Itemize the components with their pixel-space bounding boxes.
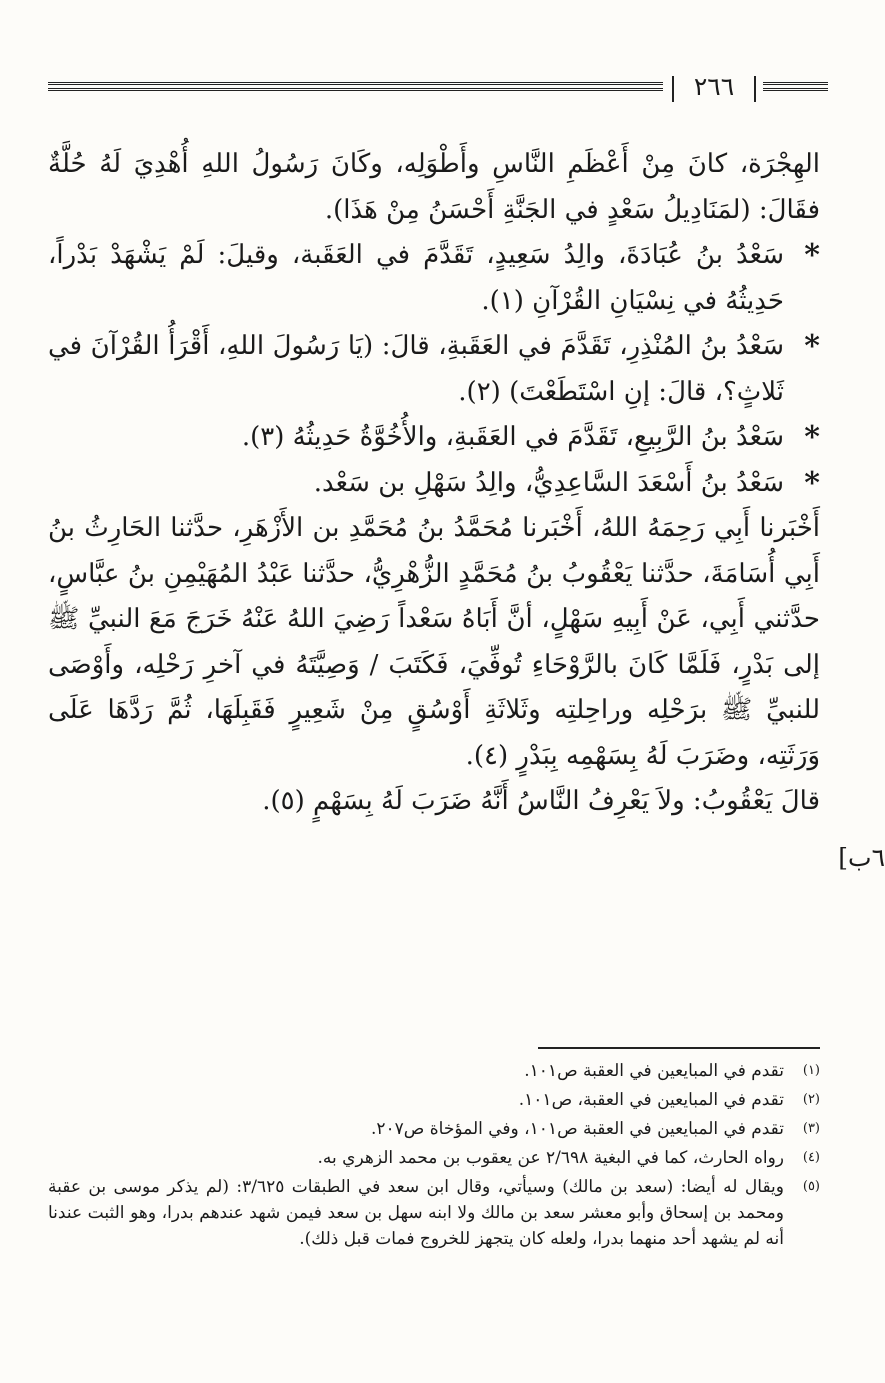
footnote	[48, 1058, 820, 1084]
footnote-text: تقدم في المبايعين في العقبة ص١٠١.	[524, 1061, 784, 1081]
asterisk-bullet: *	[804, 329, 820, 364]
paragraph-yaqub: قالَ يَعْقُوبُ: ولاَ يَعْرِفُ النَّاسُ أَنَّهُ ضَرَبَ لَهُ بِسَهْمٍ (٥).	[262, 786, 820, 816]
paragraph-hijra: الهِجْرَة، كانَ مِنْ أَعْظَمِ النَّاسِ وأَطْوَلِه، وكَانَ رَسُولُ اللهِ أُهْدِيَ لَهُ حُلَّةٌ فقَالَ: (لمَنَادِيلُ سَعْدٍ في الجَنَّةِ أَحْسَنُ مِنْ هَذَا).	[48, 149, 820, 225]
asterisk-bullet: *	[804, 465, 820, 501]
entry-text: سَعْدُ بنُ الرَّبِيعِ، تَقَدَّمَ في العَقَبةِ، والأُخُوَّةُ حَدِيثُهُ (٣).	[241, 422, 784, 452]
footnote-separator	[538, 1047, 820, 1049]
footnote	[48, 1145, 820, 1171]
header-rule-right	[763, 82, 828, 91]
header-rule-left	[48, 82, 663, 91]
footnote-number: (٣)	[802, 1121, 820, 1136]
page-number: ٢٦٦	[670, 72, 758, 101]
asterisk-bullet: *	[804, 420, 820, 455]
footnotes	[48, 1058, 820, 1255]
footnote-number: (٥)	[802, 1179, 820, 1194]
footnote-text: رواه الحارث، كما في البغية ٢/٦٩٨ عن يعقوب بن محمد الزهري به.	[317, 1148, 784, 1168]
footnote	[48, 1174, 820, 1252]
footnote-text: تقدم في المبايعين في العقبة ص١٠١، وفي المؤخاة ص٢٠٧.	[370, 1119, 784, 1139]
main-text	[48, 142, 820, 825]
manuscript-folio-marker: ٦ب]	[838, 843, 885, 872]
entry-text: سَعْدُ بنُ أَسْعَدَ السَّاعِدِيُّ، والِدُ سَهْلِ بن سَعْد.	[313, 467, 784, 498]
entry-saad-bin-alrabi	[48, 415, 820, 461]
paragraph-narration: أَخْبَرنا أَبِي رَحِمَهُ اللهُ، أَخْبَرنا مُحَمَّدُ بنُ مُحَمَّدِ بن الأَزْهَرِ، حدَّثنا الحَارِثُ بنُ أَبِي أُسَامَةَ، حدَّثنا يَعْقُوبُ بنُ مُحَمَّدٍ الزُّهْرِيُّ، حدَّثنا عَبْدُ المُهَيْمِنِ بنُ عبَّاسٍ، حدَّثني أَبِي، عَنْ أَبِيهِ سَهْلٍ، أنَّ أَبَاهُ سَعْداً رَضِيَ اللهُ عَنْهُ خَرَجَ مَعَ النبيِّ ﷺ إلى بَدْرٍ، فَلَمَّا كَانَ بالرَّوْحَاءِ تُوفِّيَ، فَكَتَبَ / وَصِيَّتَهُ في آخرِ رَحْلِه، وأَوْصَى للنبيِّ ﷺ برَحْلِه وراحِلتِه وثَلاثَةِ أَوْسُقٍ مِنْ شَعِيرٍ فَقَبِلَهَا، ثُمَّ رَدَّهَا عَلَى وَرَثَتِه، وضَرَبَ لَهُ بِسَهْمِه بِبَدْرٍ (٤).	[48, 513, 820, 771]
footnote	[48, 1116, 820, 1142]
footnote-text: ويقال له أيضا: (سعد بن مالك) وسيأتي، وقال ابن سعد في الطبقات ٣/٦٢٥: (لم يذكر موسى بن عقبة ومحمد بن إسحاق وأبو معشر سعد بن مالك ولا ابنه سهل بن سعد فيمن شهد عندهم بدرا، وهو الثبت عندنا أنه لم يشهد أحد منهما بدرا، ولعله كان يتجهز للخروج فمات قبل ذلك).	[48, 1177, 784, 1249]
entry-saad-bin-almundhir	[48, 324, 820, 415]
footnote	[48, 1087, 820, 1113]
entry-saad-bin-ubada	[48, 233, 820, 324]
entry-saad-bin-asad	[48, 461, 820, 507]
footnote-text: تقدم في المبايعين في العقبة، ص١٠١.	[518, 1090, 784, 1110]
page-header	[48, 68, 828, 108]
footnote-number: (٤)	[802, 1150, 820, 1165]
footnote-number: (٢)	[802, 1092, 820, 1107]
entry-text: سَعْدُ بنُ عُبَادَةَ، والِدُ سَعِيدٍ، تَقَدَّمَ في العَقَبة، وقيلَ: لَمْ يَشْهَدْ بَدْراً، حَدِيثُهُ في نِسْيَانِ القُرْآنِ (١).	[48, 240, 784, 316]
asterisk-bullet: *	[804, 238, 820, 273]
footnote-number: (١)	[802, 1063, 820, 1078]
entry-text: سَعْدُ بنُ المُنْذِرِ، تَقَدَّمَ في العَقَبةِ، قالَ: (يَا رَسُولَ اللهِ، أَقْرَأُ القُرْآنَ في ثَلاثٍ؟، قالَ: إنِ اسْتَطَعْتَ) (٢).	[48, 331, 784, 407]
